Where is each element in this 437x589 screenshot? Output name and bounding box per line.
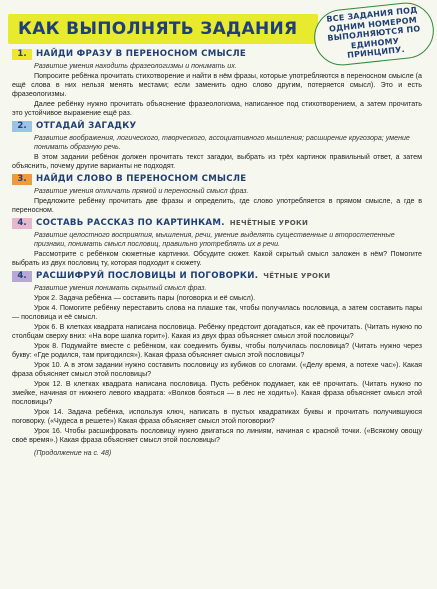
paragraph: Урок 4. Помогите ребёнку переставить слова на плашке так, чтобы получилась пословица, а затем составить пары — пословица и её смысл. bbox=[12, 304, 422, 321]
paragraph: Рассмотрите с ребёнком сюжетные картинки. Обсудите сюжет. Какой скрытый смысл заложен в нём? Помогите выбрать из двух пословиц ту, которая подходит к сюжету. bbox=[12, 250, 422, 267]
paragraph: Урок 8. Подумайте вместе с ребёнком, как соединить буквы, чтобы получилась пословица? (Читать нужно через букву: «Где родился, там пригодился»). Какая фраза объясняет смысл этой пословицы? bbox=[12, 342, 422, 359]
section-goal: Развитие умения находить фразеологизмы и понимать их. bbox=[34, 62, 237, 70]
section-number-badge: 1. bbox=[12, 49, 32, 60]
section-title: НАЙДИ ФРАЗУ В ПЕРЕНОСНОМ СМЫСЛЕ bbox=[36, 49, 247, 59]
section-goal: Развитие целостного восприятия, мышления, речи, умение выделять существенные и второстепенные признаки, понимать смысл пословиц, правильно употреблять их в речи. bbox=[34, 231, 395, 248]
section-goal: Развитие воображения, логического, творческого, ассоциативного мышления; расширение кругозора; умение понимать образную речь. bbox=[34, 134, 410, 151]
section-number-badge: 3. bbox=[12, 174, 32, 185]
section-heading bbox=[12, 120, 422, 132]
section-subtitle: НЕЧЁТНЫЕ УРОКИ bbox=[229, 219, 309, 227]
section-2 bbox=[12, 120, 422, 171]
section-subtitle: ЧЁТНЫЕ УРОКИ bbox=[263, 272, 331, 280]
paragraph: Урок 2. Задача ребёнка — составить пары (поговорка и её смысл). bbox=[34, 294, 256, 302]
section-heading bbox=[12, 217, 422, 229]
section-heading bbox=[12, 48, 422, 60]
section-heading bbox=[12, 173, 422, 185]
section-goal: Развитие умения понимать скрытый смысл фраз. bbox=[34, 284, 207, 292]
content bbox=[12, 48, 422, 457]
section-4-odd bbox=[12, 217, 422, 268]
section-4-even bbox=[12, 270, 422, 445]
paragraph: Урок 6. В клетках квадрата написана пословица. Ребёнку предстоит догадаться, как её прочитать. (Читать нужно по столбцам сверху вниз: «На воре шапка горит»). Какая из двух фраз объясняет смысл этой пословицы? bbox=[12, 323, 422, 340]
paragraph: Урок 10. А в этом задании нужно составить пословицу из кубиков со слогами. («Делу время, а потехе час»). Какая фраза объясняет смысл этой пословицы? bbox=[12, 361, 422, 378]
paragraph: Далее ребёнку нужно прочитать объяснение фразеологизма, написанное под стихотворением, а затем прочитать это устойчивое выражение ещё раз. bbox=[12, 100, 422, 117]
paragraph: Попросите ребёнка прочитать стихотворение и найти в нём фразы, которые употребляются в переносном смысле (а ещё слова в них нельзя менять местами; если заменить одно слово другим, потеряется смысл). Это и есть фразеологизмы. bbox=[12, 72, 422, 98]
section-number-badge: 4. bbox=[12, 218, 32, 229]
paragraph: В этом задании ребёнок должен прочитать текст загадки, выбрать из трёх картинок правильный ответ, а затем объяснить, почему другие варианты не подходят. bbox=[12, 153, 422, 170]
page-title: КАК ВЫПОЛНЯТЬ ЗАДАНИЯ bbox=[18, 19, 298, 39]
section-1 bbox=[12, 48, 422, 118]
section-title: ОТГАДАЙ ЗАГАДКУ bbox=[36, 121, 137, 131]
section-number-badge: 2. bbox=[12, 121, 32, 132]
callout-text: ВСЕ ЗАДАНИЯ ПОД ОДНИМ НОМЕРОМ ВЫПОЛНЯЮТСЯ ПО ЕДИНОМУ ПРИНЦИПУ. bbox=[326, 5, 421, 61]
section-title: РАСШИФРУЙ ПОСЛОВИЦЫ И ПОГОВОРКИ. bbox=[36, 271, 259, 281]
section-title: СОСТАВЬ РАССКАЗ ПО КАРТИНКАМ. bbox=[36, 218, 225, 228]
section-goal: Развитие умения отличать прямой и переносный смысл фраз. bbox=[34, 187, 249, 195]
section-title: НАЙДИ СЛОВО В ПЕРЕНОСНОМ СМЫСЛЕ bbox=[36, 174, 247, 184]
paragraph: Урок 16. Чтобы расшифровать пословицу нужно двигаться по линиям, начиная с красной точки. («Всякому овощу своё время».) Какая фраза объясняет смысл этой пословицы? bbox=[12, 427, 422, 444]
continuation-note: (Продолжение на с. 48) bbox=[34, 449, 112, 457]
paragraph: Урок 12. В клетках квадрата написана пословица. Пусть ребёнок подумает, как её прочитать. (Читать нужно по змейке, начиная от нижнего левого квадрата: «Волков бояться — в лес не ходить»). Какая фраза объясняет смысл этой пословицы? bbox=[12, 380, 422, 406]
section-3 bbox=[12, 173, 422, 215]
paragraph: Предложите ребёнку прочитать две фразы и определить, где слово употребляется в прямом смысле, а где в переносном. bbox=[12, 197, 422, 214]
section-number-badge: 4. bbox=[12, 271, 32, 282]
paragraph: Урок 14. Задача ребёнка, используя ключ, написать в пустых квадратиках буквы и прочитать получившуюся поговорку. («Чудеса в решете») Какая фраза объясняет смысл этой поговорки? bbox=[12, 408, 422, 425]
section-heading bbox=[12, 270, 422, 282]
